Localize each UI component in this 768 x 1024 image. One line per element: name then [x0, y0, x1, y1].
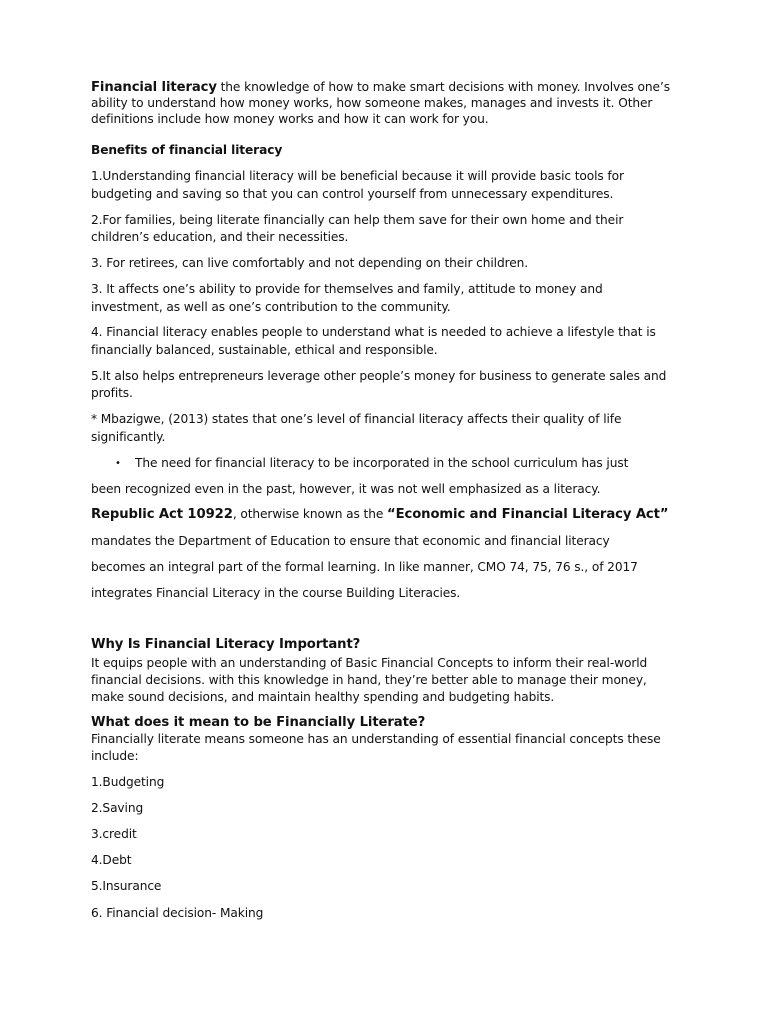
republic-act-title: “Economic and Financial Literacy Act” [387, 507, 669, 522]
republic-act-line-2: mandates the Department of Education to ensure that economic and financial literacy [91, 534, 610, 548]
why-line-3: make sound decisions, and maintain healthy spending and budgeting habits. [91, 690, 555, 704]
why-line-1: It equips people with an understanding of Basic Financial Concepts to inform their real-world [91, 656, 648, 670]
intro-line-3: definitions include how money works and how it can work for you. [91, 112, 489, 126]
concept-item-saving: 2.Saving [91, 801, 144, 815]
benefit-6-line-1: 5.It also helps entrepreneurs leverage other people’s money for business to generate sales and [91, 369, 667, 383]
concept-item-budgeting: 1.Budgeting [91, 775, 165, 789]
republic-act-name: Republic Act 10922 [91, 507, 233, 522]
why-line-2: financial decisions. with this knowledge in hand, they’re better able to manage their money, [91, 673, 647, 687]
intro-term: Financial literacy [91, 80, 217, 95]
republic-act-line-4: integrates Financial Literacy in the course Building Literacies. [91, 586, 461, 600]
benefit-2-line-2: children’s education, and their necessities. [91, 230, 349, 244]
what-line-2: include: [91, 749, 139, 763]
concept-item-credit: 3.credit [91, 827, 137, 841]
benefit-1-line-2: budgeting and saving so that you can control yourself from unnecessary expenditures. [91, 187, 614, 201]
republic-act-line-3: becomes an integral part of the formal learning. In like manner, CMO 74, 75, 76 s., of 2017 [91, 560, 638, 574]
benefits-heading: Benefits of financial literacy [91, 143, 283, 157]
concept-item-debt: 4.Debt [91, 853, 132, 867]
benefit-2-line-1: 2.For families, being literate financially can help them save for their own home and their [91, 213, 624, 227]
benefit-4-line-2: investment, as well as one’s contribution to the community. [91, 300, 451, 314]
why-heading: Why Is Financial Literacy Important? [91, 637, 361, 652]
intro-line-1 [91, 79, 681, 96]
intro-line-2: ability to understand how money works, how someone makes, manages and invests it. Other [91, 96, 653, 110]
what-heading: What does it mean to be Financially Literate? [91, 715, 426, 730]
benefit-1-line-1: 1.Understanding financial literacy will be beneficial because it will provide basic tools for [91, 169, 624, 183]
concept-item-decision-making: 6. Financial decision- Making [91, 906, 264, 920]
intro-text-1: the knowledge of how to make smart decisions with money. Involves one’s [216, 80, 670, 94]
bullet-dot-icon: • [115, 458, 121, 469]
republic-act-middle: , otherwise known as the [232, 507, 387, 521]
bullet-line-2: been recognized even in the past, however, it was not well emphasized as a literacy. [91, 482, 601, 496]
benefit-5-line-2: financially balanced, sustainable, ethical and responsible. [91, 343, 438, 357]
benefit-3-line-1: 3. For retirees, can live comfortably and not depending on their children. [91, 256, 529, 270]
citation-line-2: significantly. [91, 430, 166, 444]
concept-item-insurance: 5.Insurance [91, 879, 162, 893]
what-line-1: Financially literate means someone has an understanding of essential financial concepts these [91, 732, 661, 746]
benefit-6-line-2: profits. [91, 386, 133, 400]
benefit-5-line-1: 4. Financial literacy enables people to understand what is needed to achieve a lifestyle that is [91, 325, 656, 339]
benefit-4-line-1: 3. It affects one’s ability to provide for themselves and family, attitude to money and [91, 282, 603, 296]
citation-line-1: * Mbazigwe, (2013) states that one’s level of financial literacy affects their quality of life [91, 412, 622, 426]
bullet-line-1: The need for financial literacy to be incorporated in the school curriculum has just [135, 456, 629, 470]
republic-act-line-1 [91, 506, 681, 523]
